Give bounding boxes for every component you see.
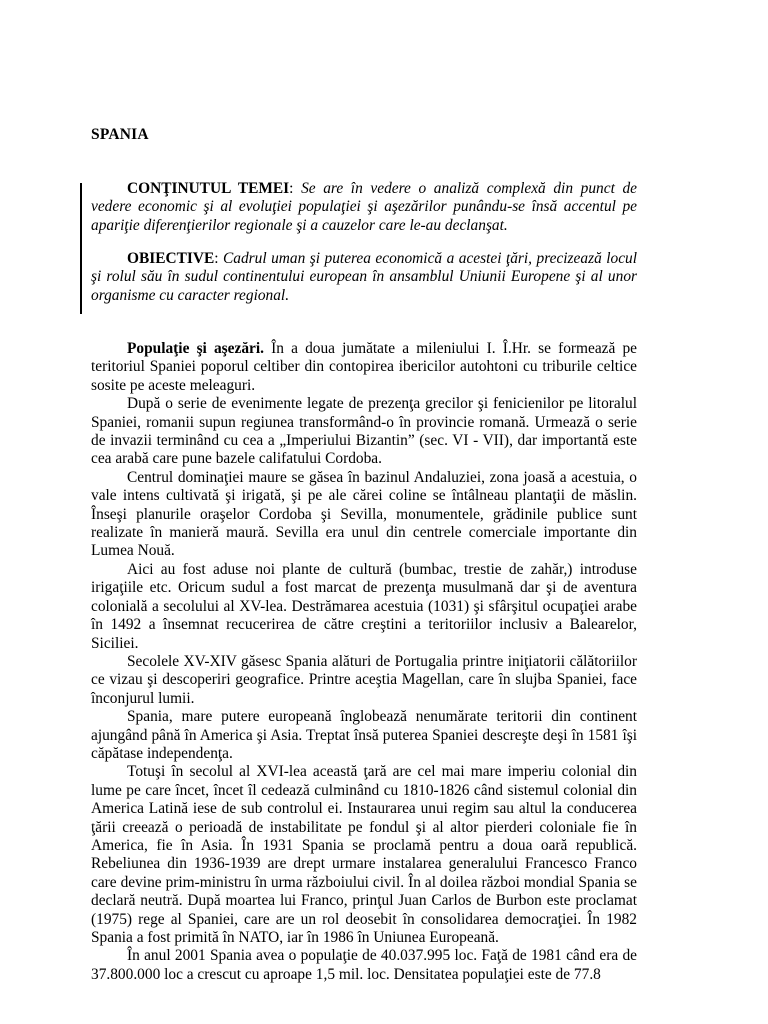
page-title: SPANIA xyxy=(91,126,149,143)
objectives-label: OBIECTIVE xyxy=(127,250,215,267)
content-paragraph: CONŢINUTUL TEMEI: Se are în vedere o analiză complexă din punct de vedere economic şi al evoluţiei populaţiei şi aşezărilor punându-se însă accentul pe apariţie diferenţierilor regionale şi a cauzelor care le-au declanşat. xyxy=(91,180,638,234)
body-paragraph: Centrul dominaţiei maure se găsea în bazinul Andaluziei, zona joasă a acestuia, o vale intens cultivată şi irigată, şi pe ale cărei coline se întâlneau plantaţii de măslin. Înseşi planurile oraşelor Cordoba şi Sevilla, monumentele, grădinile publice sunt realizate în manieră maură. Sevilla era unul din centrele comerciale importante din Lumea Nouă. xyxy=(91,468,637,560)
body-paragraph: În anul 2001 Spania avea o populaţie de 40.037.995 loc. Faţă de 1981 când era de 37.800.000 loc a crescut cu aproape 1,5 mil. loc. Densitatea populaţiei este de 77.8 xyxy=(91,947,637,983)
objectives-paragraph: OBIECTIVE: Cadrul uman şi puterea economică a acestei ţări, precizează locul şi rolul său în sudul continentului european în ansamblul Uniunii Europene şi al unor organisme cu caracter regional. xyxy=(91,250,638,304)
content-label: CONŢINUTUL TEMEI xyxy=(127,180,290,197)
body-paragraph: Totuşi în secolul al XVI-lea această ţară are cel mai mare imperiu colonial din lume pe care încet, încet îl cedează culminând cu 1810-1826 când sistemul colonial din America Latină iese de sub controlul ei. Instaurarea unui regim sau altul la conducerea ţării creează o perioadă de instabilitate pe fondul şi al altor pierderi coloniale fie în America, fie în Asia. În 1931 Spania se proclamă pentru a doua oară republică. Rebeliunea din 1936-1939 are drept urmare instalarea generalului Francesco Franco care devine prim-ministru în urma războiului civil. În al doilea război mondial Spania se declară neutră. După moartea lui Franco, prinţul Juan Carlos de Burbon este proclamat (1975) rege al Spaniei, care are un rol deosebit în consolidarea democraţiei. În 1982 Spania a fost primită în NATO, iar în 1986 în Uniunea Europeană. xyxy=(91,763,637,946)
content-text: Se are în vedere o analiză complexă din punct de vedere economic şi al evoluţiei populaţiei şi aşezărilor punându-se însă accentul pe apariţie diferenţierilor regionale şi a cauzelor care le-au declanşat. xyxy=(91,180,638,234)
body-paragraph: Aici au fost aduse noi plante de cultură (bumbac, trestie de zahăr,) introduse irigaţiile etc. Oricum sudul a fost marcat de prezenţa musulmană dar şi de aventura colonială a secolului al XV-lea. Destrămarea acestuia (1031) şi sfârşitul ocupaţiei arabe în 1492 a însemnat recucerirea de către creştini a teritoriilor inclusiv a Balearelor, Siciliei. xyxy=(91,560,637,652)
objectives-text: Cadrul uman şi puterea economică a acestei ţări, precizează locul şi rolul său în sudul continentului european în ansamblul Uniunii Europene şi al unor organisme cu caracter regional. xyxy=(91,250,638,304)
section-heading: Populaţie şi aşezări. xyxy=(127,340,264,357)
body-paragraph: După o serie de evenimente legate de prezenţa grecilor şi fenicienilor pe litoralul Spaniei, romanii supun regiunea transformând-o în provincie romană. Urmează o serie de invazii terminând cu cea a „Imperiului Bizantin” (sec. VI - VII), dar importantă este cea arabă care pune bazele califatului Cordoba. xyxy=(91,395,637,468)
objectives-block xyxy=(91,250,637,305)
paragraph-text: În a doua jumătate a mileniului I. Î.Hr. se formează pe teritoriul Spaniei poporul celtiber din contopirea ibericilor autohtoni cu triburile celtice sosite pe aceste meleaguri. xyxy=(91,340,637,394)
section-body xyxy=(91,340,637,984)
margin-bar xyxy=(80,183,82,314)
content-block xyxy=(91,180,637,235)
body-paragraph: Secolele XV-XIV găsesc Spania alături de Portugalia printre iniţiatorii călătoriilor ce vizau şi descoperiri geografice. Printre aceştia Magellan, care în slujba Spaniei, face înconjurul lumii. xyxy=(91,652,637,707)
body-paragraph: Spania, mare putere europeană înglobează nenumărate teritorii din continent ajungând până în America şi Asia. Treptat însă puterea Spaniei descreşte deşi în 1581 îşi căpătase independenţa. xyxy=(91,708,637,762)
body-paragraph xyxy=(91,340,637,395)
